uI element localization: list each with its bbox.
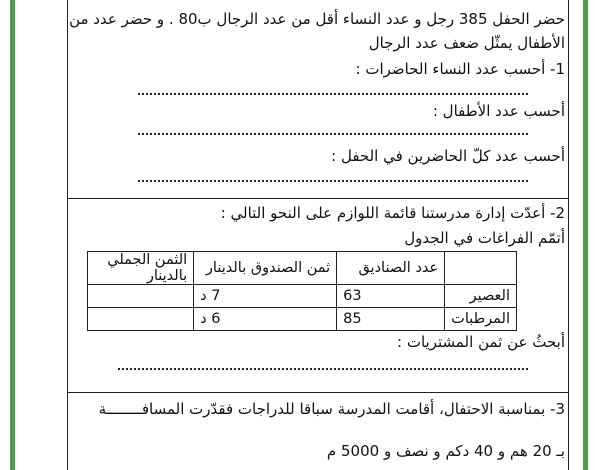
cell-total[interactable]: [88, 285, 194, 308]
cell-item: العصير: [445, 285, 517, 308]
table-row: [88, 308, 517, 331]
header-boxes: عدد الصناديق: [337, 252, 445, 285]
cell-price: 6 د: [194, 308, 337, 331]
margin-line-right: [568, 0, 569, 470]
margin-line-left: [67, 0, 68, 470]
answer-line-total[interactable]: [138, 180, 528, 182]
problem1-intro-line1: حضر الحفل 385 رجل و عدد النساء أقل من عدد الرجال ب80 . و حضر عدد من: [69, 10, 565, 28]
cell-total[interactable]: [88, 308, 194, 331]
header-box-price: ثمن الصندوق بالدينار: [194, 252, 337, 285]
question-purchases: أبحثُ عن ثمن المشتريات :: [397, 333, 565, 351]
header-item: [445, 252, 517, 285]
section-divider-2: [67, 392, 568, 393]
question-total: أحسب عدد كلّ الحاضرين في الحفل :: [331, 147, 565, 165]
question-women: 1- أحسب عدد النساء الحاضرات :: [355, 60, 565, 78]
page-border-left: [10, 0, 15, 470]
cell-boxes: 85: [337, 308, 445, 331]
table-header-row: [88, 252, 517, 285]
problem2-instruction: أتمّم الفراغات في الجدول: [404, 229, 565, 247]
cell-boxes: 63: [337, 285, 445, 308]
problem3-intro: 3- بمناسبة الاحتفال، أقامت المدرسة سباقا للدراجات فقدّرت المسافــــــــة: [98, 400, 565, 418]
problem1-intro-line2: الأطفال يمثّل ضعف عدد الرجال: [368, 34, 565, 52]
answer-line-purchases[interactable]: [118, 368, 528, 370]
section-divider-1: [67, 198, 568, 199]
table-row: [88, 285, 517, 308]
supplies-table: [87, 251, 517, 331]
answer-line-children[interactable]: [138, 133, 528, 135]
header-total-price: الثمن الجملي بالدينار: [88, 252, 194, 285]
cell-item: المرطبات: [445, 308, 517, 331]
page-border-right: [583, 0, 588, 470]
answer-line-women[interactable]: [138, 93, 528, 95]
problem3-distance: بـ 20 هم و 40 دكم و نصف و 5000 م: [326, 442, 565, 460]
cell-price: 7 د: [194, 285, 337, 308]
question-children: أحسب عدد الأطفال :: [432, 102, 565, 120]
problem2-intro: 2- أعدّت إدارة مدرستنا قائمة اللوازم على النحو التالي :: [220, 204, 565, 222]
